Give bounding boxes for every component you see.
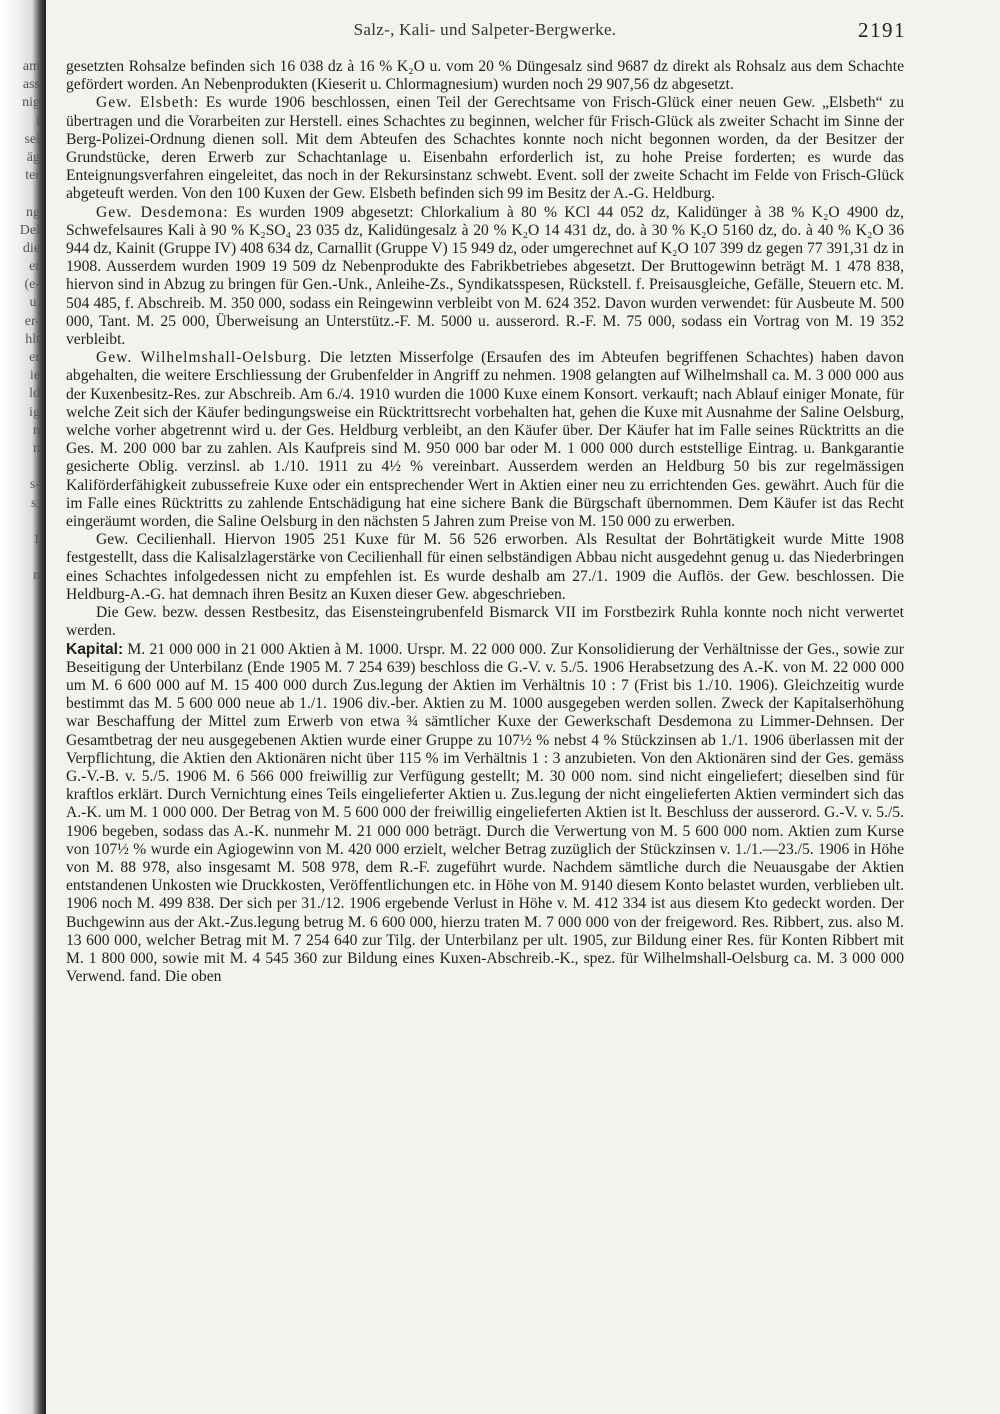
gutter-fragment: ig [29,404,40,420]
paragraph-lead: Gew. Cecilienhall. [96,531,216,549]
gutter-fragment: n [33,422,40,438]
gutter-fragment [0,185,40,203]
paragraph-text: gesetzten Rohsalze befinden sich 16 038 dz à 16 % K₂O u. vom 20 % Düngesalz sind 9687 dz direkt als Rohsalz aus dem Schachte gefördert worden. An Nebenprodukten (Kieserit u. Chlormagnesium) wurden noch 29 907,56 dz abgesetzt. [66,58,904,94]
gutter-fragment [0,549,40,567]
gutter-fragment [0,513,40,531]
gutter-fragment: äg [26,149,40,165]
paragraph-text: Hiervon 1905 251 Kuxe für M. 56 526 erworben. Als Resultat der Bohrtätigkeit wurde Mitte 1908 festgestellt, dass die Kalisalzlagerstärke von Cecilienhall für einen selbständigen Abbau nicht ausgedehnt genug u. das Niederbringen eines Schachtes infolgedessen nicht zu empfehlen ist. Es wurde deshalb am 27./1. 1909 die Auflös. der Gew. beschlossen. Die Heldburg-A.-G. hat demnach ihren Besitz an Kuxen dieser Gew. abgeschrieben. [66,531,905,603]
gutter-fragment: (e- [24,277,40,293]
gutter-fragment: er [29,350,40,365]
section-label-kapital: Kapital: [66,640,124,658]
gutter-fragment: ld [29,386,40,402]
paragraph-elsbeth [66,94,904,203]
gutter-fragment: s- [29,477,40,493]
gutter-fragment: Del [19,222,40,238]
gutter-text-fragments [0,58,40,585]
paragraph-kapital [66,641,904,987]
gutter-fragment: er- [24,313,40,329]
paragraph-bismarck [66,604,904,640]
gutter-fragment: ie [29,368,40,384]
page-number: 2191 [858,18,906,42]
page-body [66,58,904,986]
gutter-fragment: am [22,59,40,74]
paragraph-text: Es wurde 1906 beschlossen, einen Teil der Gerechtsame von Frisch-Glück einer neuen Gew. „Elsbeth“ zu übertragen und die Vorarbeiten zur Herstell. eines Schachtes zu beginnen, welcher für Frisch-Glück als zweiter Schacht im Sinne der Berg-Polizei-Ordnung dienen soll. Mit dem Abteufen des Schachtes konnte noch nicht begonnen worden, da der Besitzer der Grundstücke, deren Erwerb zur Schachtanlage u. Eisenbahn erforderlich ist, zu hohe Preise forderten; es wurde das Enteignungsverfahren eingeleitet, das noch in der Rekursinstanz schwebt. Event. soll der zweite Schacht im Felde von Frisch-Glück abgeteuft werden. Von den 100 Kuxen der Gew. Elsbeth befinden sich 99 im Besitz der A.-G. Heldburg. [66,94,904,203]
gutter-fragment: i [36,113,40,129]
running-title: Salz-, Kali- und Salpeter-Bergwerke. [353,20,617,39]
paragraph-text: Die Gew. bezw. dessen Restbesitz, das Eisensteingrubenfeld Bismarck VII im Forstbezirk Ruhla konnte noch nicht verwertet werden. [66,604,904,640]
gutter-fragment: sel [24,131,40,147]
gutter-fragment: hlt [25,331,40,347]
gutter-fragment: ng [26,204,40,220]
gutter-fragment: u. [29,295,40,311]
gutter-fragment: nig [22,95,40,111]
gutter-fragment: 1 [33,531,40,547]
gutter-fragment: die [22,240,40,256]
gutter-fragment: er [29,259,40,275]
paragraph-intro [66,58,904,94]
gutter-fragment: ass [22,77,40,93]
paragraph-lead: Gew. Elsbeth: [96,94,200,112]
gutter-fragment [0,458,40,476]
gutter-fragment: n [33,568,40,584]
gutter-fragment: n [33,440,40,456]
paragraph-wilhelmshall [66,349,904,531]
gutter-fragment: s, [31,495,40,511]
page-header [64,18,906,48]
paragraph-desdemona [66,204,904,350]
paragraph-text: Die letzten Misserfolge (Ersaufen des im Abteufen begriffenen Schachtes) haben davon abgehalten, die weitere Erschliessung der Grubenfelder in Angriff zu nehmen. 1908 gelangten auf Wilhelmshall ca. M. 3 000 000 aus der Kuxenbesitz-Res. zur Abschreib. Am 6./4. 1910 wurden die 1000 Kuxe einem Konsort. verkauft; nach Ablauf einiger Monate, für welche Zeit sich der Käufer bedingungsweise ein Rücktrittsrecht vorbehalten hat, gehen die Kuxe mit Ausnahme der Saline Oelsburg, welche vorher abgetrennt wird u. der Ges. Heldburg verbleibt, an den Käufer über. Der Käufer hat im Falle seines Rücktritts an die Ges. M. 200 000 bar zu zahlen. Als Kaufpreis sind M. 950 000 bar oder M. 1 000 000 durch eststellige Eintrag. u. Bankgarantie gesicherte Oblig. verzinsl. ab 1./10. 1911 zu 4½ % vereinbart. Ausserdem werden an Heldburg 50 bis zur regelmässigen Kaliförderfähigkeit zubussefreie Kuxe oder ein entsprechender Wert in Aktien einer neu zu errichtenden Ges. gewährt. Auch für die im Falle eines Rücktritts zu zahlende Entschädigung hat eine sichere Bank die Bürgschaft übernommen. Dem Käufer ist das Recht eingeräumt worden, die Saline Oelsburg in den nächsten 5 Jahren zum Preise von M. 150 000 zu erwerben. [66,349,904,531]
paragraph-lead: Gew. Desdemona: [96,203,229,221]
paragraph-text: Es wurden 1909 abgesetzt: Chlorkalium à 80 % KCl 44 052 dz, Kalidünger à 38 % K₂O 4900 dz, Schwefelsaures Kali à 90 % K₂SO₄ 23 035 dz, Kalidüngesalz à 20 % K₂O 14 431 dz, do. à 30 % K₂O 5160 dz, do. à 40 % K₂O 36 944 dz, Kainit (Gruppe IV) 408 634 dz, Carnallit (Gruppe V) 15 949 dz, oder umgerechnet auf K₂O 107 399 dz gegen 77 391,31 dz in 1908. Ausserdem wurden 1909 19 509 dz Nebenprodukte des Fabrikbetriebes abgesetzt. Der Bruttogewinn beträgt M. 1 478 838, hiervon sind in Abzug zu bringen für Gen.-Unk., Anleihe-Zs., Syndikatsspesen, Rückstell. f. Preisausgleiche, Gefälle, Steuern etc. M. 504 485, f. Abschreib. M. 350 000, sodass ein Reingewinn verbleibt von M. 624 352. Davon wurden verwendet: für Ausbeute M. 500 000, Tant. M. 25 000, Überweisung an Unterstütz.-F. M. 5000 u. ausserord. R.-F. M. 75 000, sodass ein Vortrag von M. 19 352 verbleibt. [66,203,904,349]
paragraph-lead: Gew. Wilhelmshall-Oelsburg. [96,349,313,367]
gutter-fragment: ter [25,168,40,184]
paragraph-text: M. 21 000 000 in 21 000 Aktien à M. 1000. Urspr. M. 22 000 000. Zur Konsolidierung der Verhältnisse der Ges., sowie zur Beseitigung der Unterbilanz (Ende 1905 M. 7 254 639) beschloss die G.-V. v. 5./5. 1906 Herabsetzung des A.-K. von M. 22 000 000 um M. 6 600 000 auf M. 15 400 000 durch Zus.legung der Aktien im Verhältnis 10 : 7 (Frist bis 1./10. 1906). Gleichzeitig wurde bestimmt das M. 5 600 000 neue ab 1./1. 1906 div.-ber. Aktien zu M. 1000 ausgegeben werden sollen. Zweck der Kapitalserhöhung war Beschaffung der Mittel zum Erwerb von etwa ¾ sämtlicher Kuxe der Gewerkschaft Desdemona zu Limmer-Dehnsen. Der Gesamtbetrag der neu ausgegebenen Aktien wurde einer Gruppe zu 107½ % nebst 4 % Stückzinsen ab 1./1. 1906 überlassen mit der Verpflichtung, die Aktien den Aktionären nicht über 115 % im Verhältnis 1 : 3 anzubieten. Von den Aktionären sind der Ges. gemäss G.-V.-B. v. 5./5. 1906 M. 6 566 000 freiwillig zur Verfügung gestellt; M. 30 000 nom. sind nicht eingeliefert; dieselben sind für kraftlos erklärt. Durch Vernichtung eines Teils eingelieferter Aktien u. Zus.legung der nicht eingelieferten Aktien vermindert sich das A.-K. um M. 1 000 000. Der Betrag von M. 5 600 000 der freiwillig eingelieferten Aktien ist lt. Beschluss der ausserord. G.-V. v. 5./5. 1906 begeben, sodass das A.-K. nunmehr M. 21 000 000 beträgt. Durch die Verwertung von M. 5 600 000 nom. Aktien zum Kurse von 107½ % wurde ein Agiogewinn von M. 420 000 erzielt, welcher Betrag zuzüglich der Stückzinsen v. 1./1.—23./5. 1906 in Höhe von M. 88 978, also insgesamt M. 508 978, dem R.-F. zugeführt wurde. Nachdem sämtliche durch die Neuausgabe der Aktien entstandenen Unkosten wie Druckkosten, Veröffentlichungen etc. in Höhe von M. 9140 diesem Konto belastet wurden, verblieben ult. 1906 noch M. 499 838. Der sich per 31./12. 1906 ergebende Verlust in Höhe v. M. 412 334 ist aus diesem Kto gedeckt worden. Der Buchgewinn aus der Akt.-Zus.legung betrug M. 6 600 000, hierzu traten M. 7 000 000 von der freigeword. Res. Ribbert, zus. also M. 13 600 000, welcher Betrag mit M. 7 254 640 zur Tilg. der Unterbilanz per ult. 1905, zur Bildung einer Res. für Konten Ribbert mit M. 1 800 000, sowie mit M. 4 545 360 zur Bildung eines Kuxen-Abschreib.-K., spez. für Wilhelmshall-Oelsburg ca. M. 3 000 000 Verwend. fand. Die oben [66,640,904,986]
paragraph-cecilienhall [66,531,904,604]
